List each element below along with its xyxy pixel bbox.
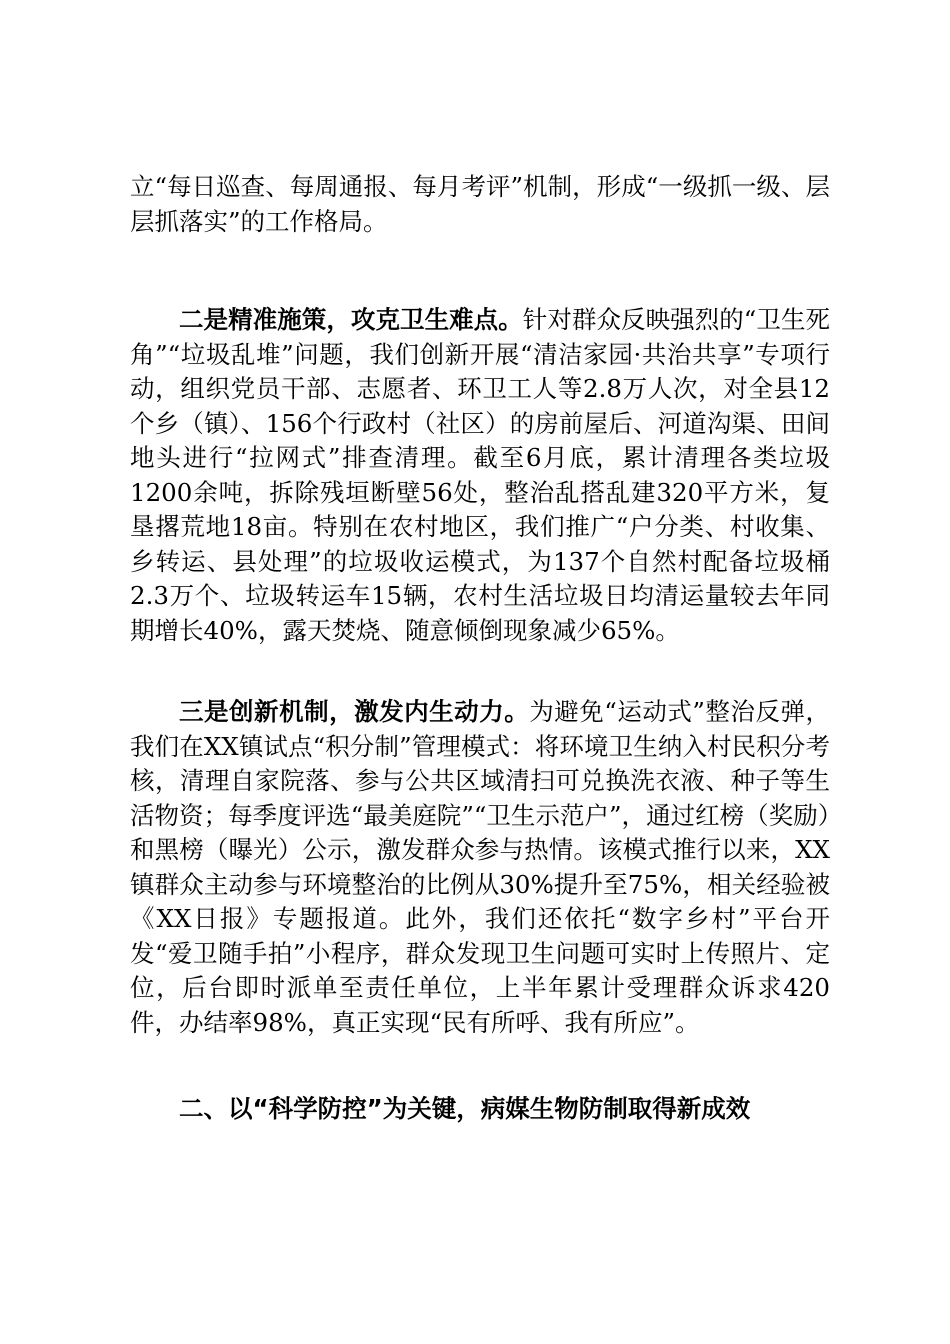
paragraph-innovative-mechanism: [130, 695, 830, 1040]
paragraph-text: 立“每日巡查、每周通报、每月考评”机制，形成“一级抓一级、层层抓落实”的工作格局。: [130, 172, 830, 236]
paragraph-text: 为避免“运动式”整治反弹，我们在XX镇试点“积分制”管理模式：将环境卫生纳入村民积分考核，清理自家院落、参与公共区域清扫可兑换洗衣液、种子等生活物资；每季度评选“最美庭院”“卫生示范户”，通过红榜（奖励）和黑榜（曝光）公示，激发群众参与热情。该模式推行以来，XX镇群众主动参与环境整治的比例从30%提升至75%，相关经验被《XX日报》专题报道。此外，我们还依托“数字乡村”平台开发“爱卫随手拍”小程序，群众发现卫生问题可实时上传照片、定位，后台即时派单至责任单位，上半年累计受理群众诉求420件，办结率98%，真正实现“民有所呼、我有所应”。: [130, 697, 830, 1037]
paragraph-continuation: [130, 170, 830, 239]
paragraph-text: 针对群众反映强烈的“卫生死角”“垃圾乱堆”问题，我们创新开展“清洁家园·共治共享”专项行动，组织党员干部、志愿者、环卫工人等2.8万人次，对全县12个乡（镇）、156个行政村（社区）的房前屋后、河道沟渠、田间地头进行“拉网式”排查清理。截至6月底，累计清理各类垃圾1200余吨，拆除残垣断壁56处，整治乱搭乱建320平方米，复垦撂荒地18亩。特别在农村地区，我们推广“户分类、村收集、乡转运、县处理”的垃圾收运模式，为137个自然村配备垃圾桶2.3万个、垃圾转运车15辆，农村生活垃圾日均清运量较去年同期增长40%，露天焚烧、随意倾倒现象减少65%。: [130, 305, 830, 645]
paragraph-lead: 二是精准施策，攻克卫生难点。: [179, 305, 523, 334]
paragraph-precise-measures: [130, 303, 830, 648]
paragraph-lead: 三是创新机制，激发内生动力。: [179, 697, 530, 726]
section-heading: 二、以“科学防控”为关键，病媒生物防制取得新成效: [179, 1094, 751, 1123]
